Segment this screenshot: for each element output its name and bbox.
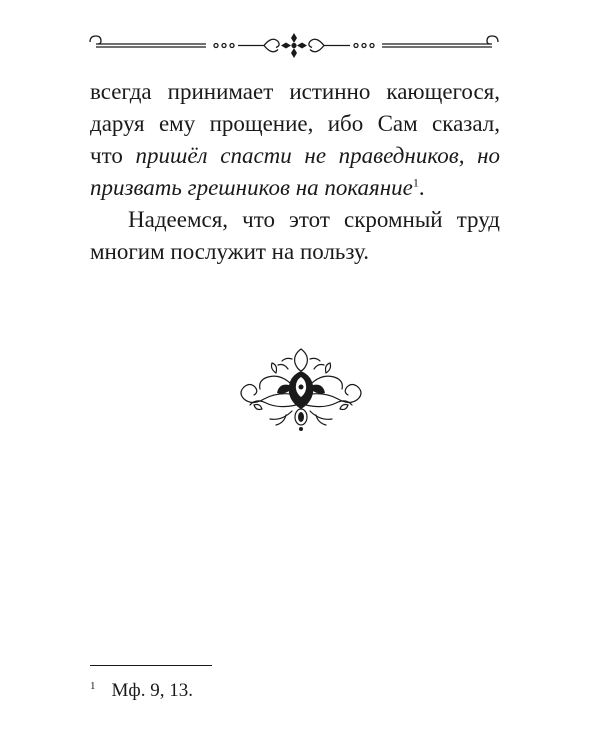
text-fragment: . <box>418 175 425 200</box>
top-ornament <box>88 30 500 60</box>
text-line <box>90 140 500 172</box>
text-line <box>90 172 500 204</box>
text-line: Надеемся, что этот скромный труд <box>128 207 500 232</box>
footnote-separator <box>90 665 212 666</box>
italic-quote: призвать грешников на покаяние <box>90 175 413 200</box>
footnote <box>90 679 193 703</box>
text-fragment: что <box>90 143 123 168</box>
main-text <box>90 76 500 268</box>
text-line: даруя ему прощение, ибо Сам сказал, <box>90 111 500 136</box>
text-line: всегда принимает истинно кающегося, <box>90 79 500 104</box>
floral-vignette <box>236 345 366 437</box>
italic-quote: пришёл спасти не праведников, но <box>135 143 501 168</box>
text-line: многим послужит на пользу. <box>90 239 369 264</box>
footnote-text: Мф. 9, 13. <box>111 680 193 701</box>
footnote-mark: 1 <box>90 679 96 692</box>
footnote-reference: 1 <box>412 175 419 190</box>
